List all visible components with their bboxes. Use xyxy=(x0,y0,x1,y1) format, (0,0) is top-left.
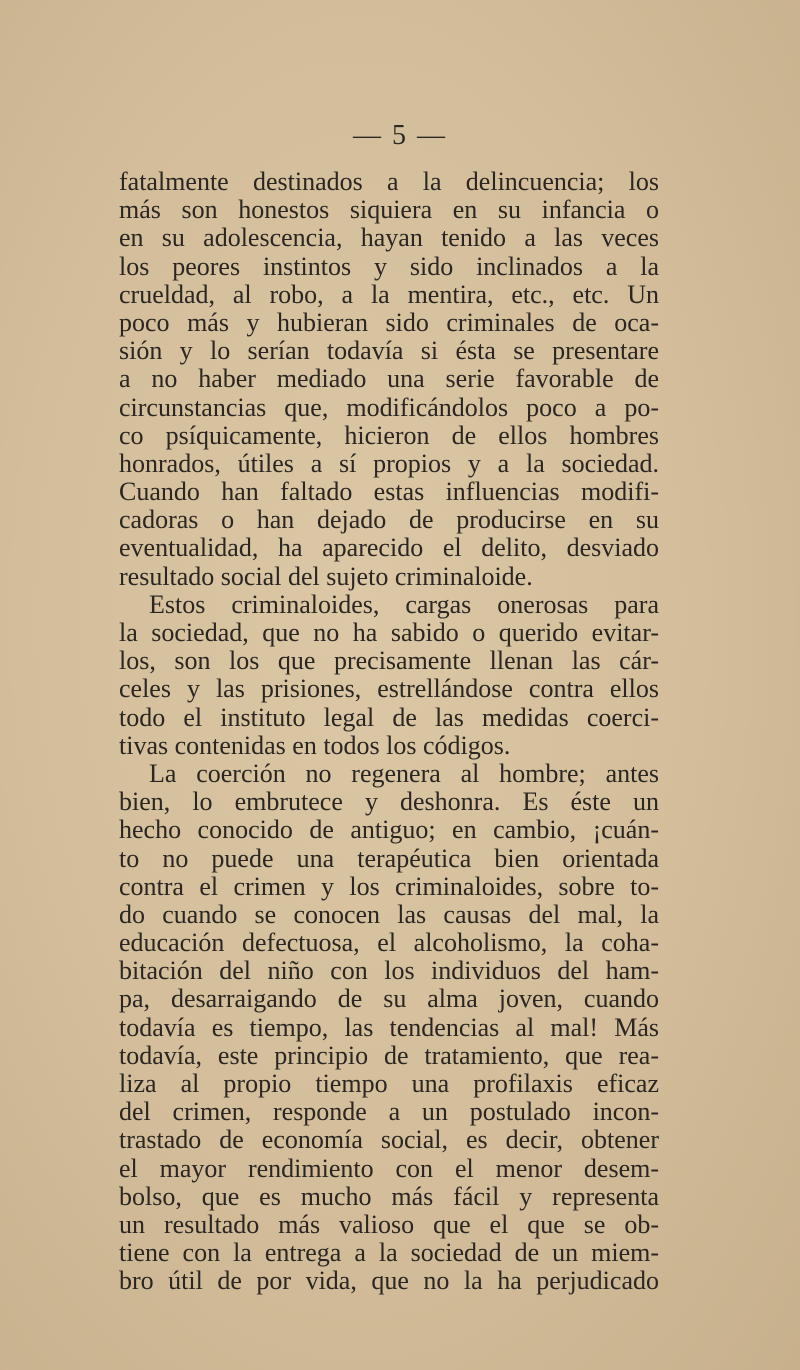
text-line: bolso, que es mucho más fácil y representa xyxy=(119,1181,659,1211)
text-line: en su adolescencia, hayan tenido a las veces xyxy=(119,223,659,253)
text-line: Cuando han faltado estas influencias modifi- xyxy=(119,477,659,507)
text-line: do cuando se conocen las causas del mal, la xyxy=(119,899,659,929)
text-line: tivas contenidas en todos los códigos. xyxy=(119,730,511,760)
text-line: el mayor rendimiento con el menor desem- xyxy=(119,1153,659,1183)
text-line: pa, desarraigando de su alma joven, cuando xyxy=(119,984,659,1014)
text-line: bro útil de por vida, que no la ha perjudicado xyxy=(119,1266,659,1296)
text-line: todavía, este principio de tratamiento, que rea- xyxy=(119,1040,659,1070)
text-line: más son honestos siquiera en su infancia o xyxy=(119,195,659,225)
text-line: educación defectuosa, el alcoholismo, la coha- xyxy=(119,928,659,958)
text-line: Estos criminaloides, cargas onerosas para xyxy=(149,589,659,619)
text-line: bien, lo embrutece y deshonra. Es éste un xyxy=(119,787,659,817)
text-line: La coerción no regenera al hombre; antes xyxy=(149,758,659,788)
text-line: circunstancias que, modificándolos poco a po- xyxy=(119,392,659,422)
text-line: resultado social del sujeto criminaloide. xyxy=(119,561,533,591)
text-line: un resultado más valioso que el que se ob- xyxy=(119,1209,659,1239)
text-line: todavía es tiempo, las tendencias al mal! Más xyxy=(119,1012,659,1042)
page-number: — 5 — xyxy=(353,120,447,151)
text-line: hecho conocido de antiguo; en cambio, ¡cuán- xyxy=(119,815,659,845)
text-line: todo el instituto legal de las medidas coerci- xyxy=(119,702,659,732)
text-line: fatalmente destinados a la delincuencia; los xyxy=(119,167,659,196)
text-line: to no puede una terapéutica bien orientada xyxy=(119,843,659,873)
text-line: bitación del niño con los individuos del ham- xyxy=(119,956,659,986)
text-line: crueldad, al robo, a la mentira, etc., etc. Un xyxy=(119,279,659,309)
text-line: sión y lo serían todavía si ésta se presentare xyxy=(119,336,659,366)
text-line: honrados, útiles a sí propios y a la sociedad. xyxy=(119,448,659,478)
text-line: cadoras o han dejado de producirse en su xyxy=(119,505,659,535)
text-line: poco más y hubieran sido criminales de oca- xyxy=(119,307,659,337)
text-line: liza al propio tiempo una profilaxis eficaz xyxy=(119,1069,659,1098)
text-line: celes y las prisiones, estrellándose contra ellos xyxy=(119,674,659,704)
text-line: del crimen, responde a un postulado incon- xyxy=(119,1097,659,1127)
text-line: los, son los que precisamente llenan las cár- xyxy=(119,646,659,676)
text-line: los peores instintos y sido inclinados a la xyxy=(119,251,659,281)
text-line: eventualidad, ha aparecido el delito, desviado xyxy=(119,533,659,563)
body-text xyxy=(119,168,659,1296)
text-line: tiene con la entrega a la sociedad de un miem- xyxy=(119,1238,659,1268)
text-line: trastado de economía social, es decir, obtener xyxy=(119,1125,659,1155)
text-line: co psíquicamente, hicieron de ellos hombres xyxy=(119,420,659,450)
text-line: contra el crimen y los criminaloides, sobre to- xyxy=(119,871,659,901)
text-line: la sociedad, que no ha sabido o querido evitar- xyxy=(119,618,659,647)
text-line: a no haber mediado una serie favorable de xyxy=(119,364,659,394)
